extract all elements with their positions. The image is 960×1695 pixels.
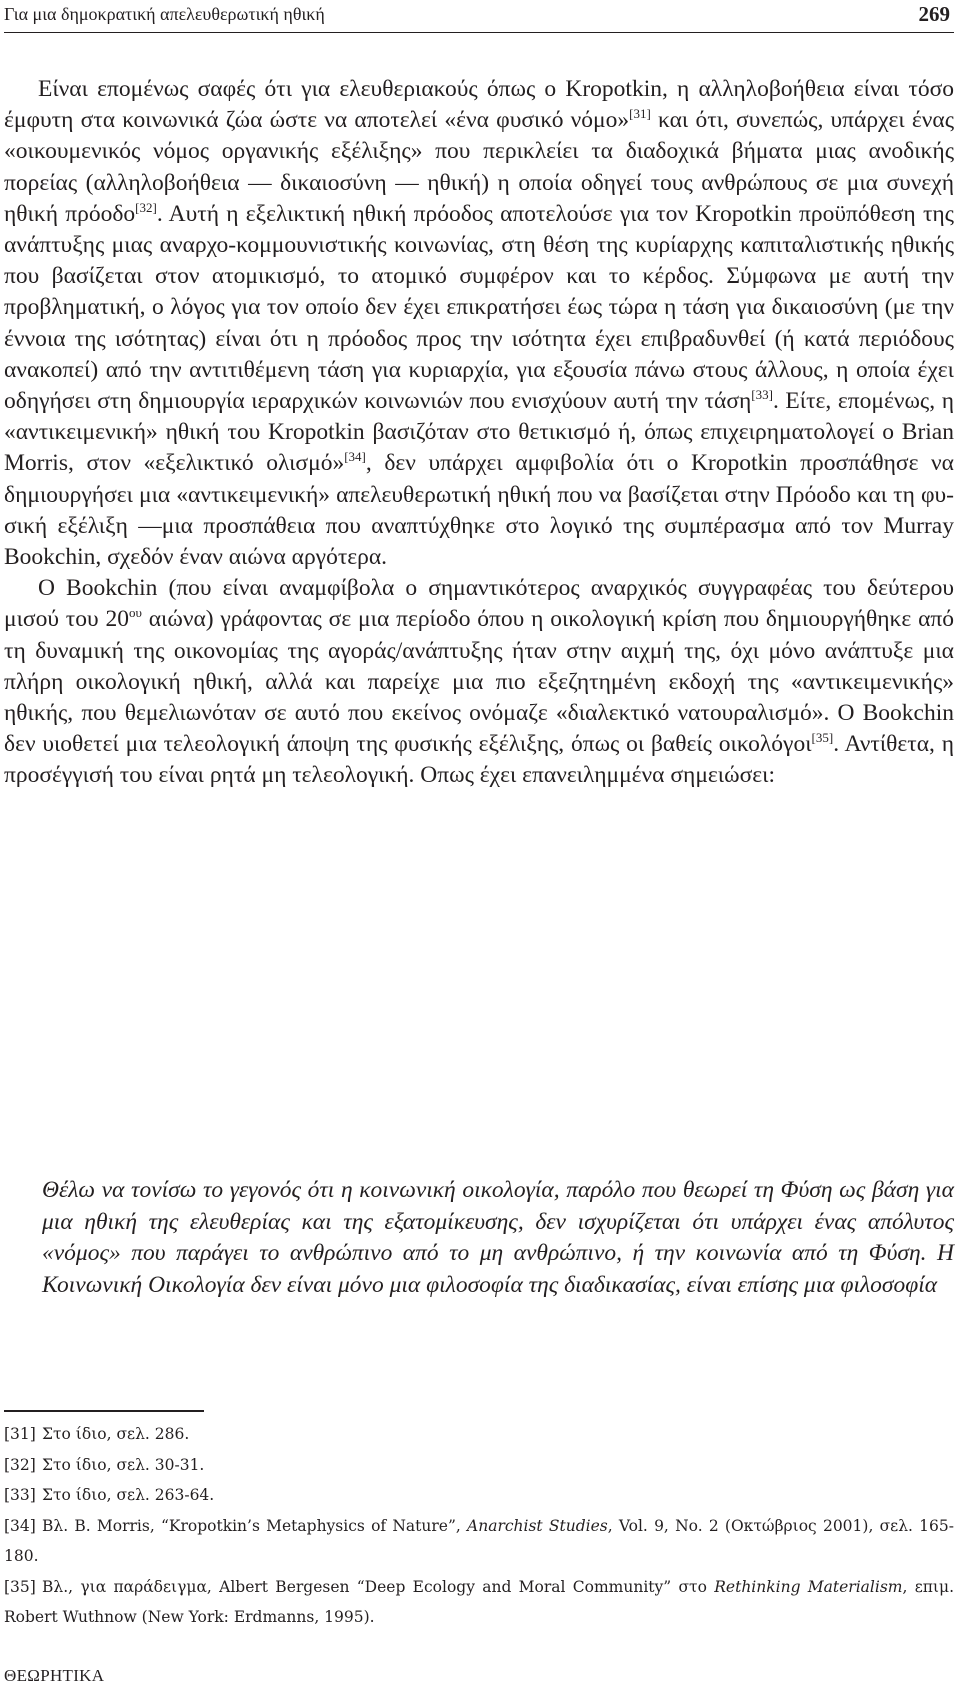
footnote-35	[4, 1572, 954, 1633]
footnote-number: [31]	[4, 1425, 36, 1443]
footnote-ref-33[interactable]: [33]	[751, 387, 773, 403]
footnote-ref-32[interactable]: [32]	[135, 199, 157, 215]
footnote-ref-35[interactable]: [35]	[811, 730, 834, 746]
footnotes	[4, 1419, 954, 1633]
text-run: Είναι επομένως σαφές ότι για ελευθεριακούς όπως ο Kropotkin, η αλληλοβοήθεια είναι τόσο έμφυτη στα κοινωνικά ζώα ώστε να αποτελεί «ένα φυσικό νόμο»	[4, 76, 954, 134]
footnote-text: , Vol. 9, No. 2 (Οκτώβριος 2001), σελ. 165-180.	[4, 1516, 954, 1565]
journal-footer: ΘΕΩΡΗΤΙΚΑ	[4, 1666, 105, 1685]
block-quote: Θέλω να τονίσω το γεγονός ότι η κοινωνική οικολογία, παρόλο που θεωρεί τη Φύση ως βάση για μια ηθική της ελευθερίας και της εξατομίκευσης, δεν ισχυρίζεται ότι υπάρχει ένας απόλυτος «νόμος» που παράγει το ανθρώπινο από το μη ανθρώπινο, ή την κοινωνία από τη Φύση. Η Κοινωνική Οικολογία δεν είναι μόνο μια φιλοσοφία της διαδικασίας, είναι επίσης μια φιλοσοφία	[42, 1177, 954, 1298]
running-head-title: Για μια δημοκρατική απελευθερωτική ηθική	[4, 4, 325, 24]
footnote-text: Βλ., για παράδειγμα, Albert Bergesen “Deep Ecology and Moral Community” στο	[42, 1577, 715, 1596]
paragraph-2	[4, 573, 954, 791]
text-run: αιώνα) γράφοντας σε μια περίοδο όπου η οικολογική κρίση που δημιουργήθηκε από τη δυναμική της οικονομίας της αγοράς/ανάπτυξης ήταν στην αιχμή της, όχι μόνο ανάπτυξε μια πλήρη οικολογική ηθική, αλλά και παρείχε μια πιο εξεζητημένη εκδοχή της «αντικειμενικής» ηθικής, που θεμελιωνόταν σε αυτό που εκείνος ονόμαζε «διαλεκτικό νατουραλισμό». Ο Bookchin δεν υιοθετεί μια τελεολογική άποψη της φυσικής εξέλιξης, όπως οι βαθείς οικολόγοι	[4, 606, 955, 758]
ordinal-suffix: ου	[128, 605, 142, 621]
footnote-ref-31[interactable]: [31]	[629, 106, 651, 122]
text-run: . Είτε, επομένως, η «αντικειμενική» ηθική του Kropotkin βασιζόταν στο θετικισμό ή, όπως επιχειρηματολογεί ο Brian Morris, στον «εξελικτικό ολισμό»	[4, 388, 954, 477]
text-run: . Αυτή η εξελικτική ηθική πρόοδος αποτελούσε για τον Kropotkin προϋπόθεση της ανάπτυξης μιας αναρχο-κομμουνιστικής κοινωνίας, στη θέση της κυρίαρχης καπιταλιστικής ηθικής που βασίζεται στον ατομικισμό, το ατομικό συμφέρον και το κέρδος. Σύμφωνα με αυτή την προβληματική, ο λόγος για τον οποίο δεν έχει επικρατήσει έως τώρα η τάση για δικαιοσύνη (με την έννοια της ισότητας) είναι ότι η πρόοδος προς την ισότητα έχει επιβραδυνθεί (ή κατά περιόδους ανακοπεί) από την αντιτιθέμενη τάση για κυριαρχία, για εξουσία πάνω στους άλλους, η οποία έχει οδηγήσει στη δημιουργία ιεραρχικών κοινωνιών που ενισχύουν αυτή την τάση	[4, 200, 954, 415]
text-run: , δεν υπάρχει αμφιβολία ότι ο Kropotkin προσπάθησε να δημιουργήσει μια «αντικειμενική» απελευθερωτική ηθική που να βασίζεται στην Πρόοδο και τη φυσική εξέλιξη —μια προσπάθεια που αναπτύχθηκε στο λογικό της συμπέρασμα από τον Murray Bookchin, σχεδόν έναν αιώνα αργότερα.	[4, 450, 954, 571]
body-text	[4, 74, 954, 792]
footnote-number: [33]	[4, 1486, 36, 1504]
page-number: 269	[918, 2, 950, 26]
footnote-32	[4, 1450, 954, 1481]
running-head	[4, 2, 954, 33]
footnote-text: Βλ. B. Morris, “Kropotkin’s Metaphysics of Nature”,	[42, 1516, 468, 1535]
footnote-text: , επιμ. Robert Wuthnow (New York: Erdmanns, 1995).	[4, 1577, 954, 1626]
paragraph-1	[4, 74, 954, 573]
text-run: και ότι, συνεπώς, υπάρχει ένας «οικουμενικός νόμος οργανικής εξέλιξης» που περικλείει τα διαδοχικά βήματα μιας ανοδικής πορείας (αλληλοβοήθεια — δικαιοσύνη — ηθική) η οποία οδηγεί τους ανθρώπους σε μια συνεχή ηθική πρόοδο	[4, 107, 955, 227]
footnote-text: Στο ίδιο, σελ. 263-64.	[42, 1486, 215, 1504]
text-run: Ο Bookchin (που είναι αναμφίβολα ο σημαντικότερος αναρχικός συγγραφέας του δεύτερου μισού του 20	[4, 575, 954, 633]
footnote-ref-34[interactable]: [34]	[344, 449, 366, 465]
footnote-text: Στο ίδιο, σελ. 30-31.	[42, 1455, 205, 1474]
footnote-31	[4, 1419, 954, 1450]
footnote-number: [34]	[4, 1516, 36, 1535]
footnote-34	[4, 1511, 954, 1572]
footnote-text: Στο ίδιο, σελ. 286.	[42, 1425, 190, 1443]
text-run: . Αντίθετα, η προσέγγισή του είναι ρητά μη τελεολογική. Οπως έχει επανειλημμένα σημειώσει:	[4, 731, 954, 789]
journal-title: Anarchist Studies	[467, 1516, 608, 1535]
footnote-number: [35]	[4, 1577, 36, 1596]
footnote-number: [32]	[4, 1455, 36, 1474]
footnote-divider	[4, 1410, 204, 1412]
footnote-33	[4, 1480, 954, 1511]
book-title: Rethinking Materialism	[714, 1577, 903, 1596]
